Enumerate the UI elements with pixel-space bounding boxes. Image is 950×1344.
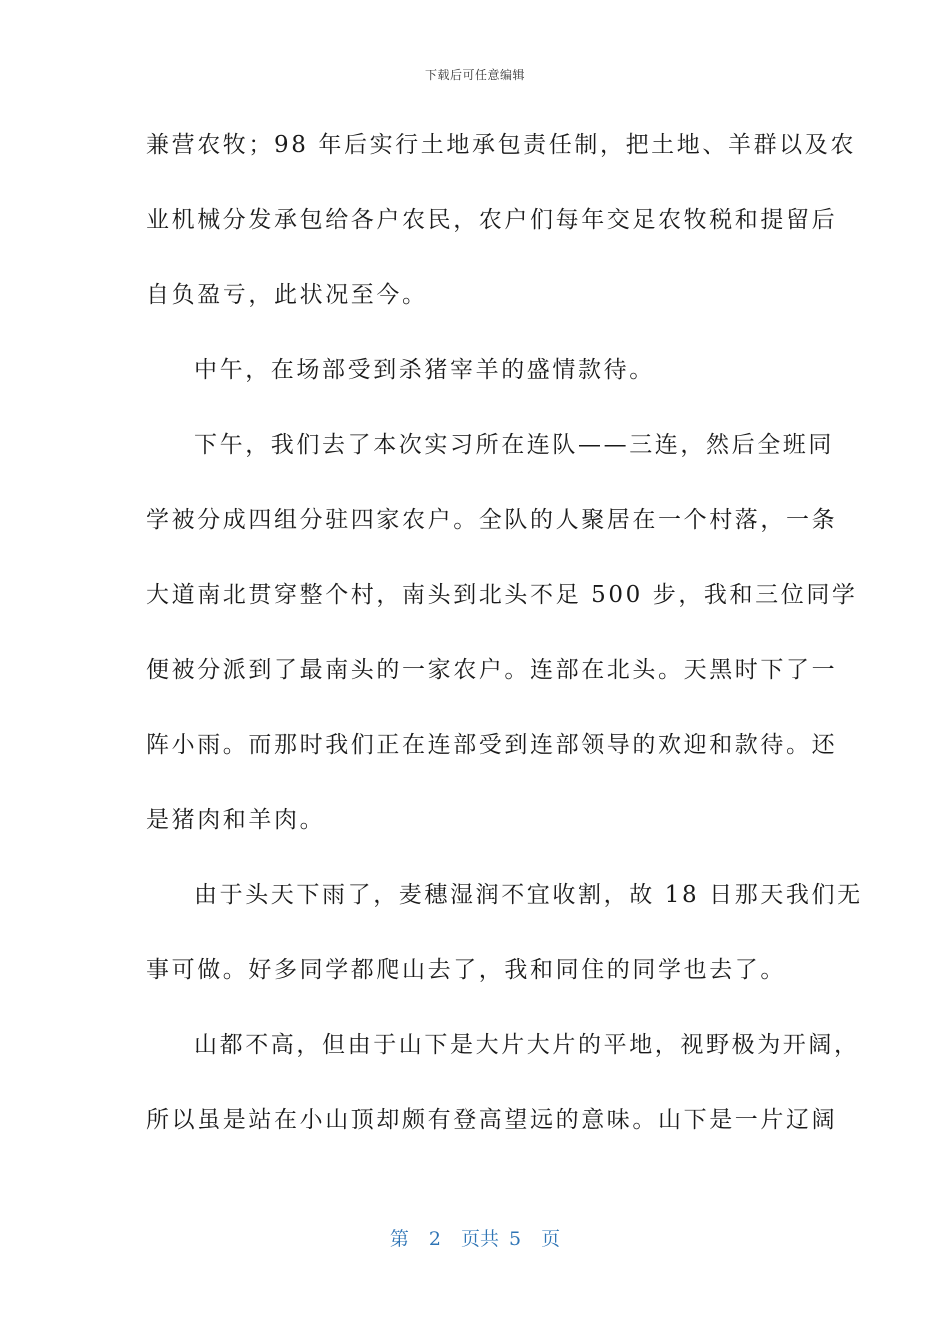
text-line: 便被分派到了最南头的一家农户。连部在北头。天黑时下了一 <box>146 657 838 683</box>
text-line: 事可做。好多同学都爬山去了，我和同住的同学也去了。 <box>146 957 786 983</box>
text-line: 由于头天下雨了，麦穗湿润不宜收割，故 18 日那天我们无 <box>194 882 863 908</box>
total-pages-number: 5 <box>509 1228 522 1250</box>
current-page-number: 2 <box>428 1228 441 1250</box>
page-mid-text: 页共 <box>460 1228 499 1250</box>
text-line: 中午，在场部受到杀猪宰羊的盛情款待。 <box>194 357 655 383</box>
page-number-footer <box>0 1224 950 1251</box>
page-suffix: 页 <box>541 1228 561 1250</box>
text-line: 所以虽是站在小山顶却颇有登高望远的意味。山下是一片辽阔 <box>146 1107 838 1133</box>
header-note: 下载后可任意编辑 <box>424 68 525 82</box>
text-line: 学被分成四组分驻四家农户。全队的人聚居在一个村落，一条 <box>146 507 838 533</box>
text-line: 业机械分发承包给各户农民，农户们每年交足农牧税和提留后 <box>146 207 838 233</box>
text-line: 自负盈亏，此状况至今。 <box>146 282 428 308</box>
text-line: 山都不高，但由于山下是大片大片的平地，视野极为开阔， <box>194 1032 860 1058</box>
text-line: 是猪肉和羊肉。 <box>146 807 326 833</box>
page-prefix: 第 <box>389 1228 409 1250</box>
document-body <box>146 112 863 1162</box>
text-line: 兼营农牧；98 年后实行土地承包责任制，把土地、羊群以及农 <box>146 132 856 158</box>
text-line: 下午，我们去了本次实习所在连队——三连，然后全班同 <box>194 432 834 458</box>
text-line: 阵小雨。而那时我们正在连部受到连部领导的欢迎和款待。还 <box>146 732 838 758</box>
text-line: 大道南北贯穿整个村，南头到北头不足 500 步，我和三位同学 <box>146 582 858 608</box>
